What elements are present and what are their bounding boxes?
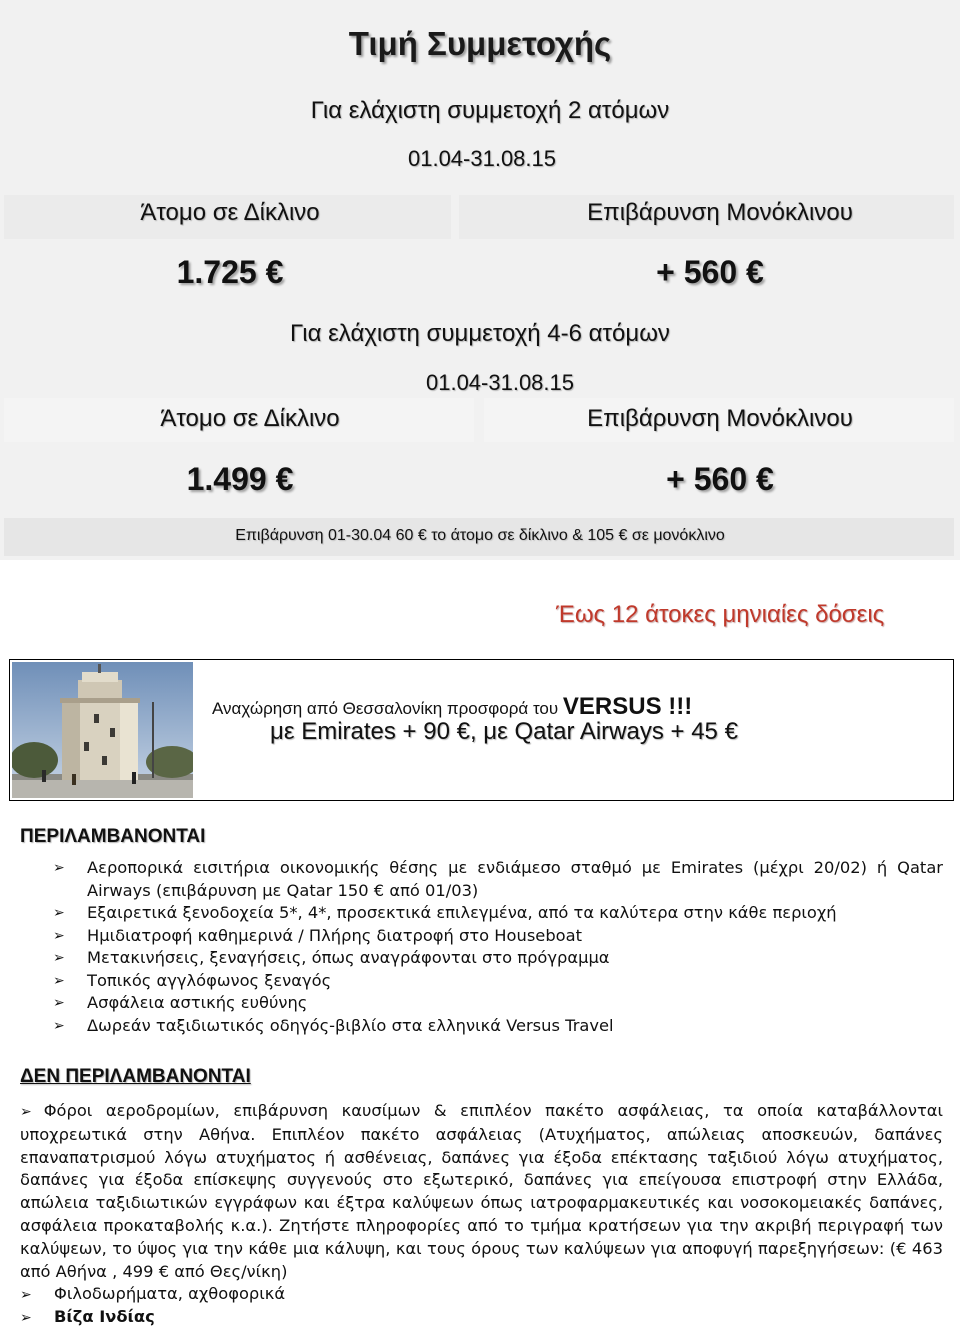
included-heading: ΠΕΡΙΛΑΜΒΑΝΟΝΤΑΙ bbox=[20, 826, 206, 847]
visa-text: Βίζα Ινδίας bbox=[54, 1307, 155, 1326]
min-participants-2: Για ελάχιστη συμμετοχή 2 ατόμων bbox=[310, 97, 670, 124]
double-room-label-2: Άτομο σε Δίκλινο bbox=[160, 405, 340, 432]
list-item-text: Αεροπορικά εισιτήρια οικονομικής θέσης με ενδιάμεσο σταθμό με Emirates (μέχρι 20/02) ή Qatar Airways (επιβάρυνση με Qatar 150 € από 01/03) bbox=[87, 858, 943, 900]
list-item bbox=[53, 992, 943, 1015]
double-room-label: Άτομο σε Δίκλινο bbox=[140, 199, 320, 226]
double-room-price: 1.725 € bbox=[176, 254, 284, 290]
list-item-text: Δωρεάν ταξιδιωτικός οδηγός-βιβλίο στα ελληνικά Versus Travel bbox=[87, 1015, 614, 1035]
double-room-price-2: 1.499 € bbox=[186, 461, 294, 497]
departure-line-1 bbox=[212, 693, 692, 721]
not-included-heading: ΔΕΝ ΠΕΡΙΛΑΜΒΑΝΟΝΤΑΙ bbox=[20, 1066, 251, 1087]
not-included-text: Φόροι αεροδρομίων, επιβάρυνση καυσίμων & επιπλέον πακέτο ασφάλειας, τα οποία καταβάλλονται υποχρεωτικά στην Αθήνα. Επιπλέον πακέτο ασφάλειας (Ατυχήματος, απώλειας αποσκευών, δαπάνες επαναπατρισμού λόγω ατυχήματος ή ασθένειας, δαπάνες για έξοδα επέκτασης ταξιδιού λόγω ατυχήματος, δαπάνες για έξοδα επίσκεψης συγγενούς στο εξωτερικό, δαπάνες για επείγουσα επιστροφή στην Ελλάδα, απώλεια ταξιδιωτικών εγγράφων και έξτρα καλύψεων όπως ιατροφαρμακευτικές και νοσοκομειακές δαπάνες, ασφάλεια προκαταβολής κ.α.). Ζητήστε πληροφορίες από το τμήμα κρατήσεων για την ακριβή περιγραφή των καλύψεων, το ύψος για την κάθε μια κάλυψη, και τους όρους των καλύψεων για αποφυγή παρεξηγήσεων: (€ 463 από Αθήνα , 499 € από Θες/νίκη) bbox=[20, 1101, 943, 1281]
list-item-text: Ασφάλεια αστικής ευθύνης bbox=[87, 993, 308, 1012]
arrowhead-bullet-icon: ➢ bbox=[53, 927, 65, 944]
list-item bbox=[53, 970, 943, 993]
arrowhead-bullet-icon: ➢ bbox=[53, 860, 65, 876]
versus-brand: VERSUS !!! bbox=[562, 693, 693, 720]
installments-note: Έως 12 άτοκες μηνιαίες δόσεις bbox=[556, 601, 885, 628]
list-item bbox=[53, 925, 943, 948]
not-included-paragraph bbox=[20, 1100, 943, 1283]
dates-2: 01.04-31.08.15 bbox=[407, 146, 557, 171]
list-item-text: Μετακινήσεις, ξεναγήσεις, όπως αναγράφονται στο πρόγραμμα bbox=[87, 948, 610, 967]
included-list bbox=[53, 857, 943, 1037]
surcharge-note: Επιβάρυνση 01-30.04 60 € το άτομο σε δίκλινο & 105 € σε μονόκλινο bbox=[235, 527, 725, 544]
tips-text: Φιλοδωρήματα, αχθοφορικά bbox=[54, 1284, 286, 1303]
visa-item bbox=[20, 1307, 920, 1326]
departure-text: Αναχώρηση από Θεσσαλονίκη προσφορά του bbox=[212, 699, 559, 718]
arrowhead-bullet-icon: ➢ bbox=[53, 972, 65, 989]
tips-item bbox=[20, 1284, 920, 1303]
white-tower-photo bbox=[12, 662, 193, 798]
single-supplement-label-2: Επιβάρυνση Μονόκλινου bbox=[587, 405, 853, 432]
page-title: Τιμή Συμμετοχής bbox=[348, 25, 612, 62]
arrowhead-bullet-icon: ➢ bbox=[53, 950, 65, 966]
arrowhead-bullet-icon: ➢ bbox=[53, 1017, 65, 1034]
single-supplement-price-2: + 560 € bbox=[666, 461, 774, 497]
list-item-text: Ημιδιατροφή καθημερινά / Πλήρης διατροφή στο Houseboat bbox=[87, 925, 582, 945]
arrowhead-bullet-icon: ➢ bbox=[53, 905, 65, 921]
single-supplement-label: Επιβάρυνση Μονόκλινου bbox=[587, 199, 853, 226]
airline-surcharges: με Emirates + 90 €, με Qatar Airways + 45 € bbox=[270, 718, 738, 745]
list-item bbox=[53, 947, 943, 970]
dates-4-6: 01.04-31.08.15 bbox=[425, 370, 575, 395]
list-item bbox=[53, 1015, 943, 1038]
list-item bbox=[53, 902, 943, 925]
list-item bbox=[53, 857, 943, 902]
list-item-text: Εξαιρετικά ξενοδοχεία 5*, 4*, προσεκτικά επιλεγμένα, από τα καλύτερα στην κάθε περιοχή bbox=[87, 903, 837, 922]
min-participants-4-6: Για ελάχιστη συμμετοχή 4-6 ατόμων bbox=[290, 320, 670, 347]
arrowhead-bullet-icon: ➢ bbox=[20, 1310, 32, 1326]
arrowhead-bullet-icon: ➢ bbox=[20, 1104, 32, 1120]
list-item-text: Τοπικός αγγλόφωνος ξεναγός bbox=[87, 970, 332, 990]
white-tower-image bbox=[12, 662, 193, 798]
arrowhead-bullet-icon: ➢ bbox=[53, 995, 65, 1011]
arrowhead-bullet-icon: ➢ bbox=[20, 1287, 32, 1303]
single-supplement-price: + 560 € bbox=[656, 254, 764, 290]
